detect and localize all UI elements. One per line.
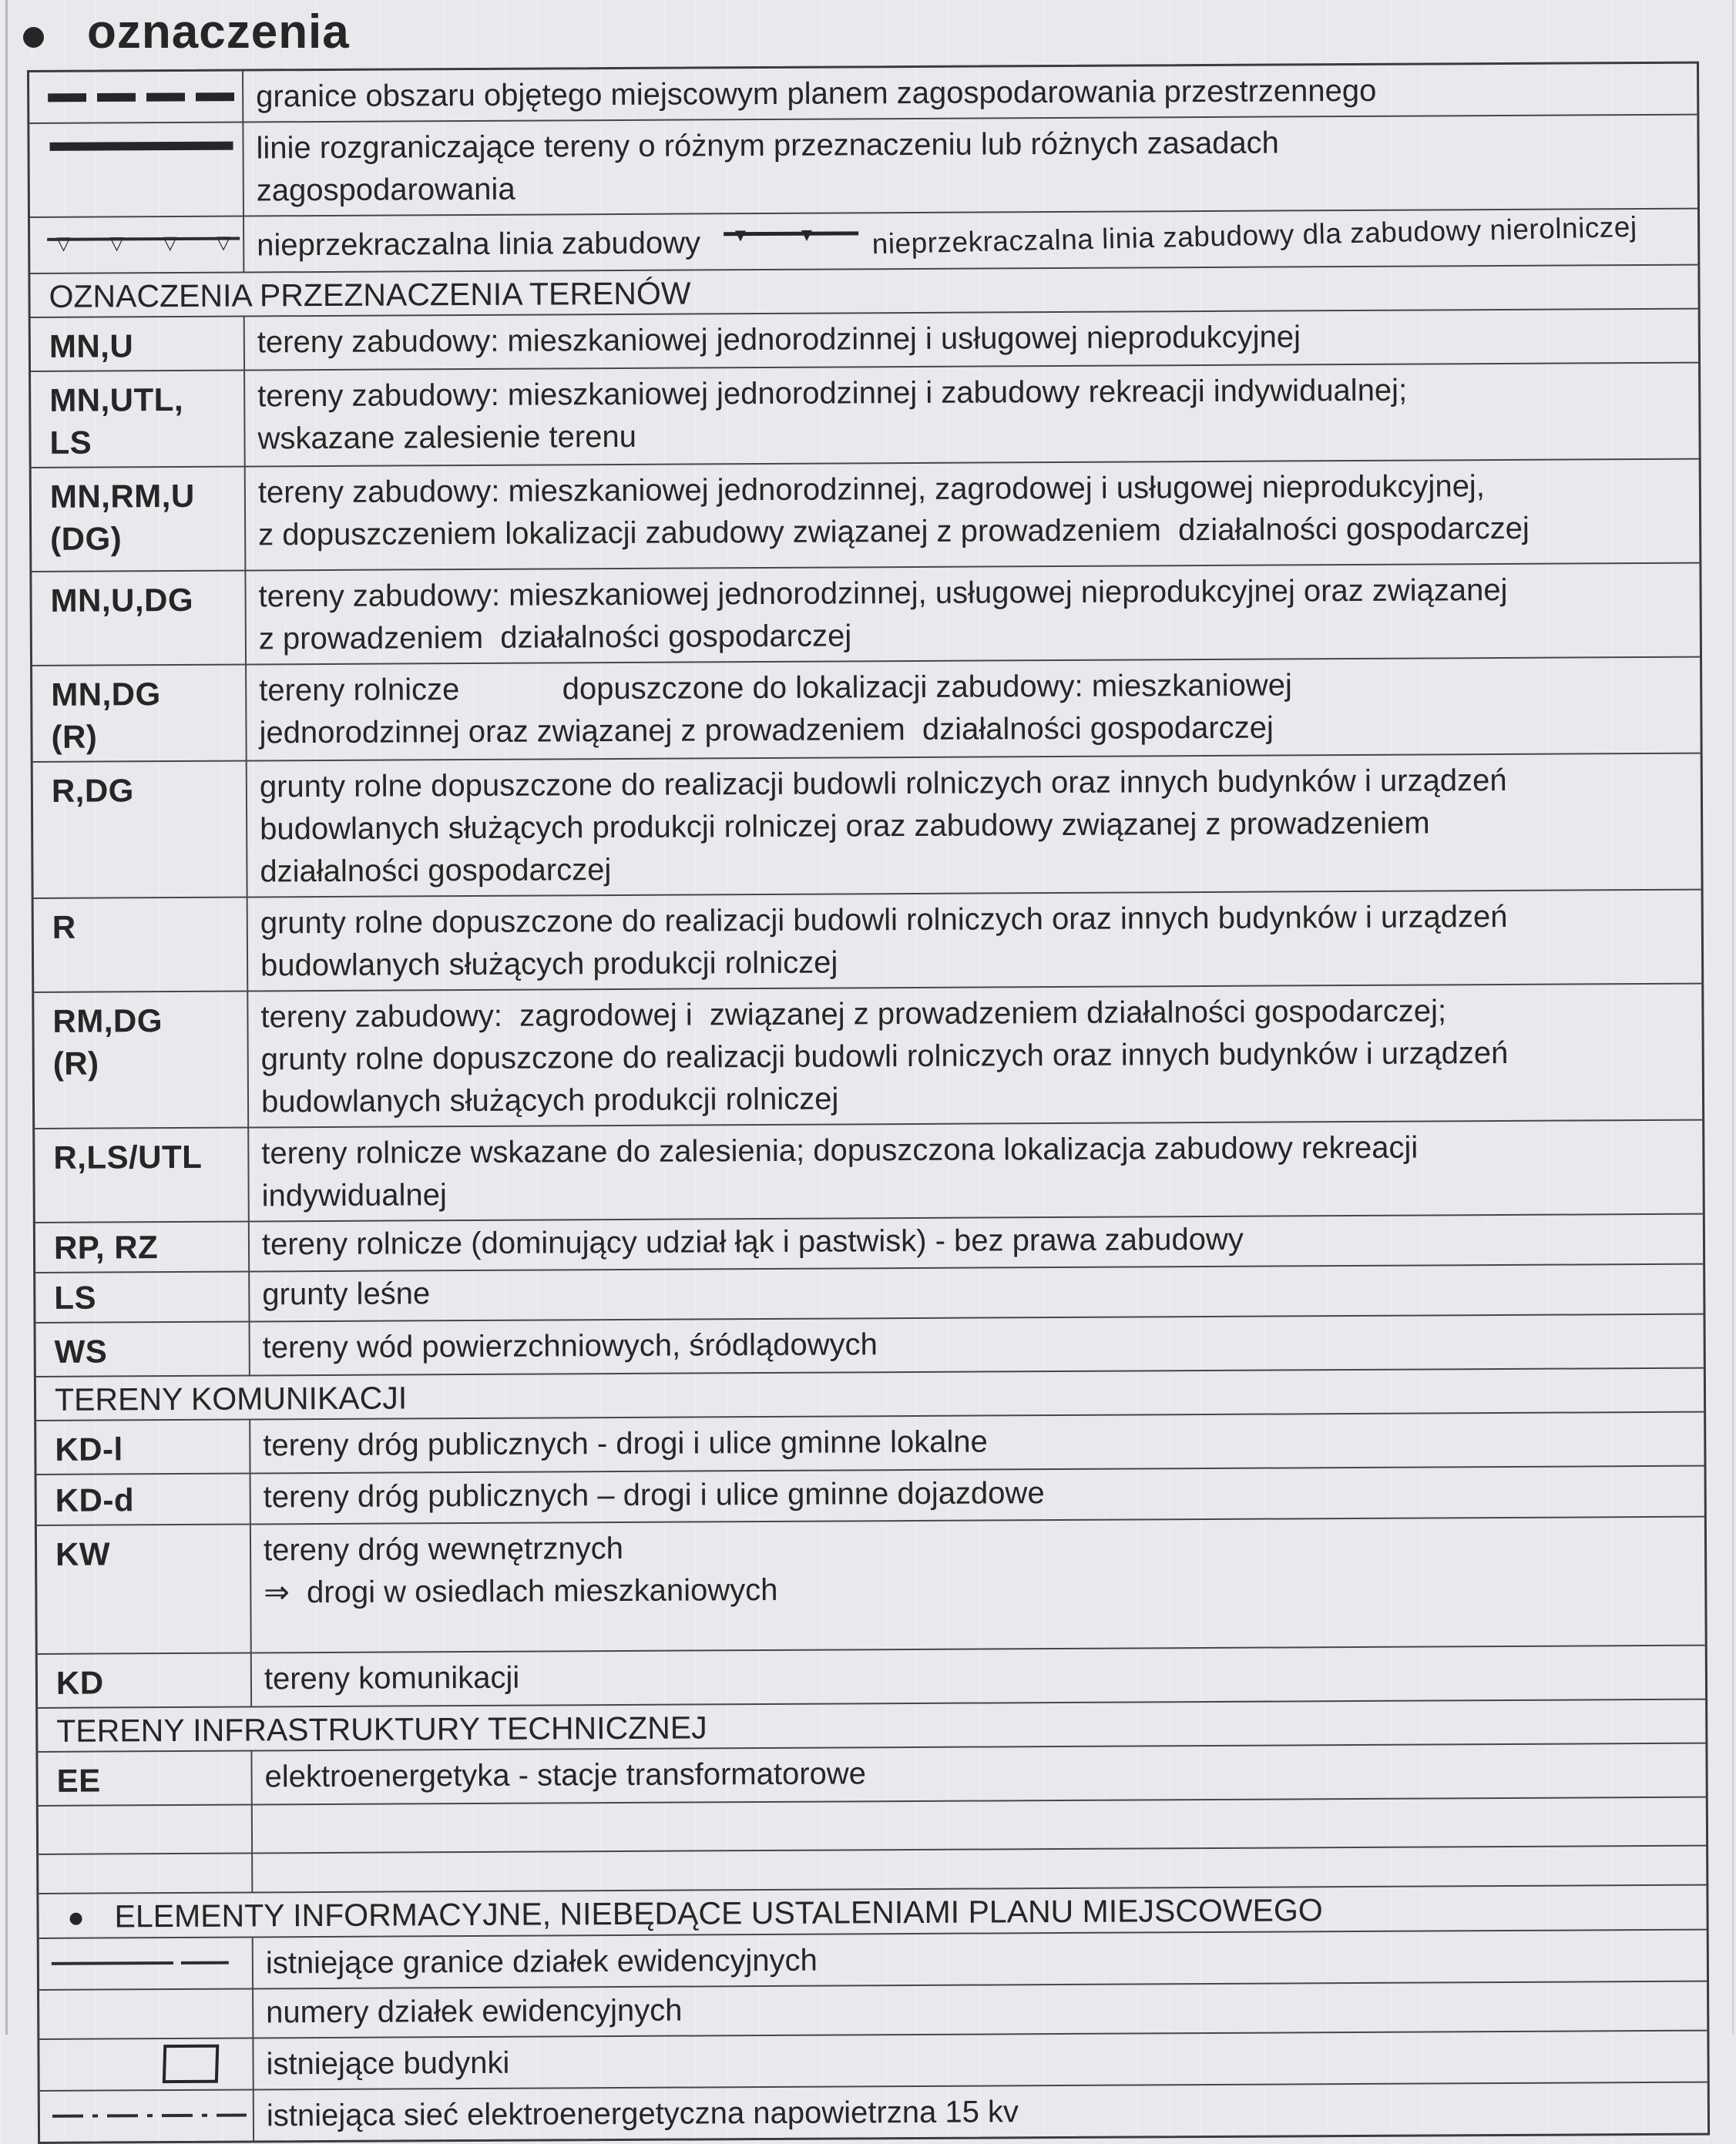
code-cell: R	[34, 898, 249, 991]
legend-row-plan-boundary	[29, 64, 1697, 124]
description-cell: tereny zabudowy: mieszkaniowej jednorodzinnej, usługowej nieprodukcyjnej oraz związanej z prowadzeniem działalności gospodarczej	[258, 572, 1508, 656]
scan-right-edge	[1732, 0, 1734, 2035]
description-cell: tereny komunikacji	[264, 1660, 520, 1696]
legend-row-siec-elektroenergetyczna	[40, 2083, 1707, 2142]
code-cell: KD-l	[36, 1420, 250, 1473]
plan-boundary-dashed-line-icon	[48, 92, 237, 102]
legend-row-kw	[37, 1518, 1705, 1655]
legend-row-mn-dg-r	[32, 658, 1701, 763]
parcel-boundary-thin-line-icon	[52, 1961, 229, 1965]
description-cell: tereny wód powierzchniowych, śródlądowych	[262, 1327, 878, 1365]
description-cell: tereny dróg wewnętrznych ⇒ drogi w osiedlach mieszkaniowych	[263, 1531, 778, 1610]
code-cell: WS	[36, 1322, 250, 1375]
legend-row-ws	[36, 1315, 1704, 1377]
code-cell: LS	[35, 1272, 250, 1321]
symbol-cell	[39, 1989, 254, 2038]
description-cell: istniejąca sieć elektroenergetyczna napowietrzna 15 kv	[266, 2095, 1019, 2133]
description-cell: numery działek ewidencyjnych	[266, 1993, 683, 2030]
code-cell: MN,UTL, LS	[31, 371, 246, 466]
bullet-icon	[23, 27, 44, 48]
power-line-dash-dot-line-icon	[52, 2114, 247, 2118]
setback-line-filled-triangles-icon: ▼ ▼	[724, 231, 858, 257]
symbol-cell	[39, 1938, 254, 1988]
description-cell	[244, 210, 1697, 272]
legend-row-ls	[35, 1265, 1703, 1324]
description-cell: tereny zabudowy: mieszkaniowej jednorodzinnej, zagrodowej i usługowej nieprodukcyjnej, z dopuszczeniem lokalizacji zabudowy związanej z prowadzeniem działalności gospodarczej	[257, 469, 1529, 552]
code-cell: MN,U	[31, 317, 245, 370]
description-cell: tereny dróg publicznych – drogi i ulice gminne dojazdowe	[263, 1476, 1045, 1515]
page-title: oznaczenia	[87, 5, 350, 59]
description-cell: tereny zabudowy: mieszkaniowej jednorodzinnej i usługowej nieprodukcyjnej	[257, 320, 1301, 360]
symbol-cell	[39, 2038, 254, 2089]
description-cell: tereny rolnicze wskazane do zalesienia; dopuszczona lokalizacja zabudowy rekreacji indywidualnej	[261, 1130, 1419, 1213]
legend-row-mn-rm-u-dg	[32, 460, 1700, 572]
description-cell: istniejące budynki	[266, 2045, 510, 2082]
legend-row-empty-1	[39, 1798, 1706, 1855]
description-cell: istniejące granice działek ewidencyjnych	[265, 1943, 818, 1981]
legend-title	[23, 5, 350, 59]
code-cell: MN,RM,U (DG)	[32, 467, 247, 570]
description-cell: elektroenergetyka - stacje transformatorowe	[264, 1756, 867, 1794]
section-header: ELEMENTY INFORMACYJNE, NIEBĘDĄCE USTALENIAMI PLANU MIEJSCOWEGO	[114, 1892, 1323, 1934]
handwritten-note: nieprzekraczalna linia zabudowy dla zabudowy nierolniczej	[871, 210, 1637, 260]
legend-row-kd-d	[37, 1467, 1704, 1526]
code-cell	[39, 1854, 253, 1892]
legend-row-setback-line	[30, 210, 1697, 274]
dividing-solid-line-icon	[49, 142, 233, 151]
legend-row-rm-dg-r	[34, 985, 1702, 1129]
code-cell: MN,DG (R)	[32, 665, 247, 760]
legend-row-kd-l	[36, 1413, 1704, 1475]
description-cell: tereny zabudowy: mieszkaniowej jednorodzinnej i zabudowy rekreacji indywidualnej; wskazane zalesienie terenu	[257, 373, 1408, 456]
section-header: OZNACZENIA PRZEZNACZENIA TERENÓW	[49, 275, 691, 314]
code-cell: KD-d	[37, 1474, 251, 1524]
description-cell: granice obszaru objętego miejscowym planem zagospodarowania przestrzennego	[256, 73, 1377, 114]
legend-row-rp-rz	[35, 1215, 1703, 1273]
legend-row-granice-dzialek	[39, 1931, 1707, 1991]
symbol-cell	[40, 2090, 254, 2141]
description-cell: grunty leśne	[262, 1277, 431, 1312]
legend-row-r-ls-utl	[35, 1121, 1703, 1223]
symbol-cell	[30, 217, 244, 273]
description-cell: tereny dróg publicznych - drogi i ulice gminne lokalne	[263, 1424, 988, 1463]
description-cell: grunty rolne dopuszczone do realizacji budowli rolniczych oraz innych budynków i urządzeń budowlanych służących produkcji rolniczej	[260, 899, 1508, 983]
bullet-icon	[70, 1913, 82, 1925]
code-cell	[39, 1805, 253, 1853]
symbol-cell	[29, 123, 244, 216]
legend-row-mn-u-dg	[32, 564, 1700, 666]
code-cell: EE	[38, 1751, 252, 1804]
section-header: TERENY KOMUNIKACJI	[54, 1380, 408, 1418]
legend-row-mn-utl-ls	[31, 364, 1699, 468]
legend-row-r-dg	[33, 754, 1701, 899]
code-cell: R,DG	[33, 761, 248, 897]
code-cell: KD	[38, 1653, 252, 1706]
legend-row-r	[34, 891, 1702, 993]
description-cell: linie rozgraniczające tereny o różnym przeznaczeniu lub różnych zasadach zagospodarowania	[256, 126, 1279, 208]
description-cell	[253, 1798, 1706, 1853]
description-cell: grunty rolne dopuszczone do realizacji budowli rolniczych oraz innych budynków i urządzeń budowlanych służących produkcji rolniczej oraz zabudowy związanej z prowadzeniem działalności gospodarczej	[259, 763, 1507, 889]
legend-row-istniejace-budynki	[39, 2032, 1707, 2092]
setback-label: nieprzekraczalna linia zabudowy	[257, 226, 701, 263]
existing-building-rectangle-icon	[163, 2045, 219, 2083]
legend-row-mn-u	[31, 310, 1698, 372]
description-cell: tereny zabudowy: zagrodowej i związanej z prowadzeniem działalności gospodarczej; grunty rolne dopuszczone do realizacji budowli rolniczych oraz innych budynków i urządzeń budowlanych służących produkcji rolniczej	[260, 994, 1509, 1119]
scan-left-edge	[5, 0, 8, 2035]
legend-row-kd	[38, 1646, 1705, 1709]
symbol-cell	[29, 72, 243, 122]
code-cell: KW	[37, 1525, 252, 1652]
setback-line-open-triangles-icon: ▽ ▽ ▽ ▽	[47, 237, 240, 253]
code-cell: MN,U,DG	[32, 571, 247, 664]
description-cell: tereny rolnicze (dominujący udział łąk i pastwisk) - bez prawa zabudowy	[261, 1222, 1244, 1262]
code-cell: RM,DG (R)	[34, 991, 249, 1127]
legend-row-dividing-lines	[29, 116, 1697, 218]
section-header: TERENY INFRASTRUKTURY TECHNICZNEJ	[56, 1709, 707, 1749]
legend-row-numery-dzialek	[39, 1982, 1707, 2040]
code-cell: R,LS/UTL	[35, 1128, 250, 1221]
description-cell	[253, 1847, 1706, 1892]
description-cell: tereny rolnicze dopuszczone do lokalizacji zabudowy: mieszkaniowej jednorodzinnej oraz związanej z prowadzeniem działalności gospodarczej	[259, 668, 1292, 750]
legend-row-ee	[38, 1744, 1705, 1807]
legend-table	[27, 62, 1710, 2144]
code-cell: RP, RZ	[35, 1222, 250, 1271]
